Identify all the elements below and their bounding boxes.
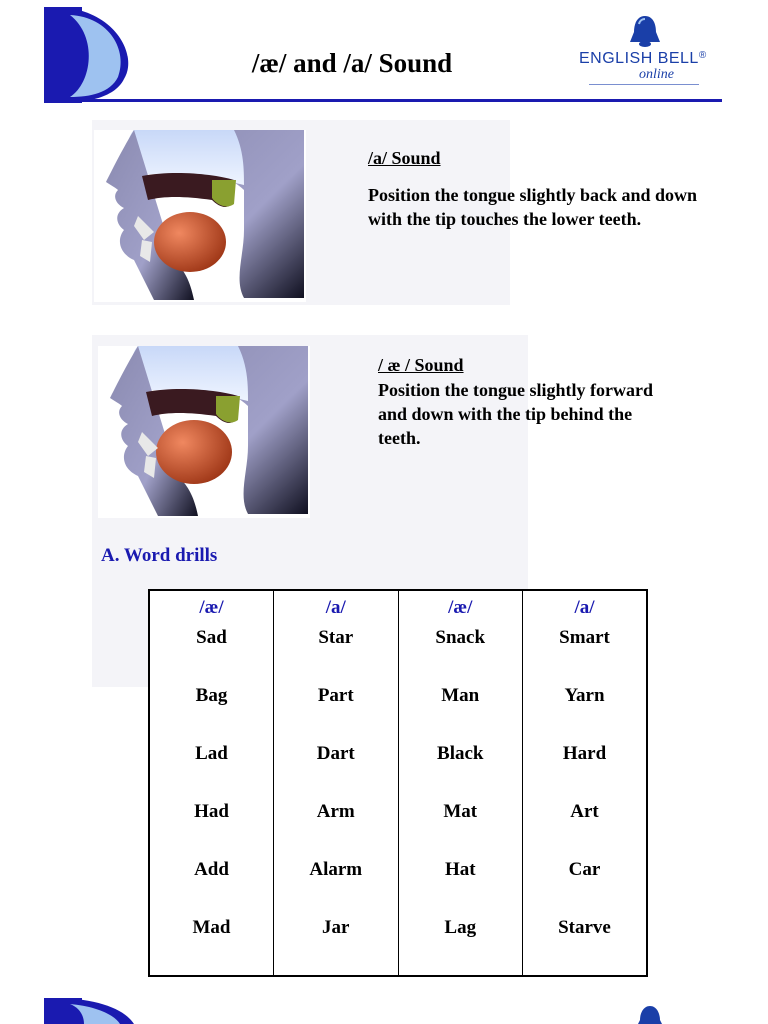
table-row	[149, 743, 647, 801]
page-title: /æ/ and /a/ Sound	[251, 48, 453, 78]
mouth-diagram-ae-sound	[98, 346, 310, 518]
word-drills-table	[148, 589, 648, 977]
table-row	[149, 859, 647, 917]
table-cell: Starve	[523, 917, 648, 976]
table-cell: Had	[194, 801, 229, 822]
sound-title-a: /a/ Sound	[368, 148, 441, 168]
table-row	[149, 801, 647, 859]
table-cell: Hat	[398, 859, 523, 917]
header-divider	[44, 99, 722, 102]
table-row	[149, 917, 647, 976]
table-row	[149, 685, 647, 743]
section-title-word-drills: A. Word drills	[101, 545, 218, 566]
footer-crescent-logo	[44, 998, 134, 1024]
table-cell: Part	[274, 685, 399, 743]
table-cell: Lag	[398, 917, 523, 976]
table-cell: Dart	[274, 743, 399, 801]
table-cell: Snack	[398, 627, 523, 685]
table-header-row	[149, 590, 647, 627]
table-cell: Art	[523, 801, 648, 859]
sound-description-ae: Position the tongue slightly forward and down with the tip behind the teeth.	[378, 380, 654, 448]
table-cell: Alarm	[274, 859, 399, 917]
table-cell: Add	[194, 859, 229, 880]
bell-icon	[625, 14, 665, 50]
table-cell: Sad	[196, 627, 227, 648]
brand-name: ENGLISH BELL®	[579, 50, 707, 67]
table-cell: Car	[523, 859, 648, 917]
table-cell: Jar	[274, 917, 399, 976]
table-cell: Smart	[523, 627, 648, 685]
table-cell: Star	[274, 627, 399, 685]
table-row	[149, 627, 647, 685]
table-cell: Bag	[195, 685, 228, 706]
bell-icon	[633, 1006, 667, 1024]
mouth-diagram-a-sound	[94, 130, 306, 302]
column-header: /a/	[523, 590, 648, 627]
english-bell-logo	[575, 14, 725, 90]
brand-underline	[589, 84, 699, 85]
column-header: /æ/	[199, 597, 224, 618]
table-cell: Lad	[195, 743, 228, 764]
table-cell: Hard	[523, 743, 648, 801]
table-cell: Yarn	[523, 685, 648, 743]
table-cell: Arm	[274, 801, 399, 859]
column-header: /æ/	[398, 590, 523, 627]
table-cell: Mad	[192, 917, 231, 938]
table-cell: Mat	[398, 801, 523, 859]
table-cell: Man	[398, 685, 523, 743]
sound-description-a: Position the tongue slightly back and down with the tip touches the lower teeth.	[368, 185, 698, 229]
sound-title-ae: / æ / Sound	[378, 355, 464, 375]
column-header: /a/	[274, 590, 399, 627]
brand-subtitle: online	[639, 67, 674, 82]
table-cell: Black	[398, 743, 523, 801]
